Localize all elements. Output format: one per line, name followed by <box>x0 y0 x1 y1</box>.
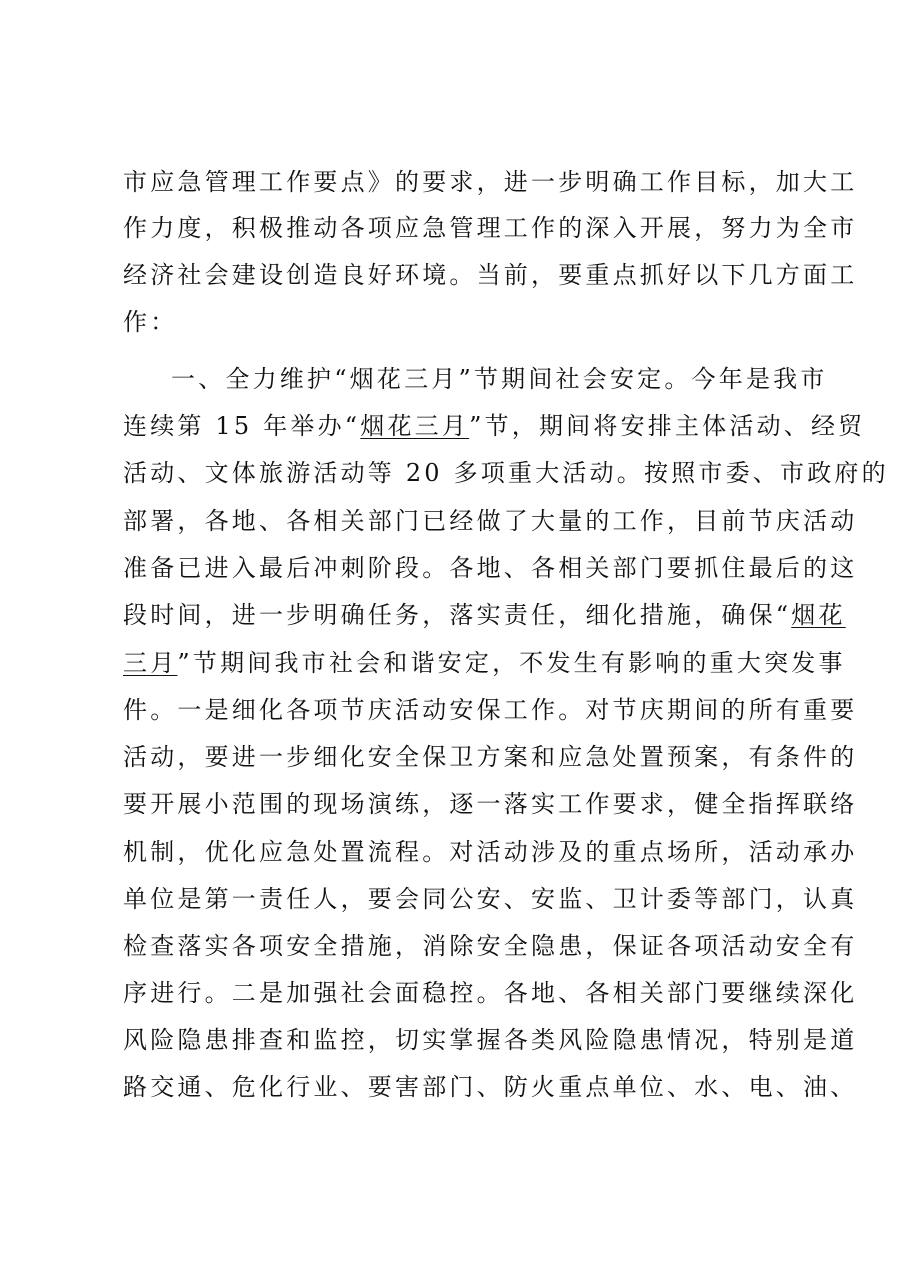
text-line-18: 序进行。二是加强社会面稳控。各地、各相关部门要继续深化 <box>123 979 858 1007</box>
text-line-3: 经济社会建设创造良好环境。当前，要重点抓好以下几方面工 <box>123 261 858 289</box>
text-line-15: 机制，优化应急处置流程。对活动涉及的重点场所，活动承办 <box>123 838 858 866</box>
text-line-16: 单位是第一责任人，要会同公安、安监、卫计委等部门，认真 <box>123 885 858 913</box>
text-line-17: 检查落实各项安全措施，消除安全隐患，保证各项活动安全有 <box>123 932 858 960</box>
text-line-1: 市应急管理工作要点》的要求，进一步明确工作目标，加大工 <box>123 168 858 196</box>
text-line-6: 连续第 15 年举办“烟花三月”节，期间将安排主体活动、经贸 <box>123 412 866 440</box>
text-line-19: 风险隐患排查和监控，切实掌握各类风险隐患情况，特别是道 <box>123 1026 858 1054</box>
text-line-20: 路交通、危化行业、要害部门、防火重点单位、水、电、油、 <box>123 1073 858 1101</box>
text-line-2: 作力度，积极推动各项应急管理工作的深入开展，努力为全市 <box>123 214 858 242</box>
underlined-term: 烟花三月 <box>360 412 470 440</box>
text-line-11: 三月”节期间我市社会和谐安定，不发生有影响的重大突发事 <box>123 649 846 677</box>
text-line-12: 件。一是细化各项节庆活动安保工作。对节庆期间的所有重要 <box>123 696 858 724</box>
text-line-9: 准备已进入最后冲刺阶段。各地、各相关部门要抓住最后的这 <box>123 554 858 582</box>
text-line-8: 部署，各地、各相关部门已经做了大量的工作，目前节庆活动 <box>123 507 858 535</box>
text-line-14: 要开展小范围的现场演练，逐一落实工作要求，健全指挥联络 <box>123 790 858 818</box>
text-line-7: 活动、文体旅游活动等 20 多项重大活动。按照市委、市政府的 <box>123 459 889 487</box>
text-line-10: 段时间，进一步明确任务，落实责任，细化措施，确保“烟花 <box>123 601 846 629</box>
section-heading-line: 一、全力维护“烟花三月”节期间社会安定。今年是我市 <box>171 365 828 393</box>
text-line-4: 作： <box>123 308 178 336</box>
underlined-term: 三月 <box>123 649 178 677</box>
text-line-13: 活动，要进一步细化安全保卫方案和应急处置预案，有条件的 <box>123 743 858 771</box>
underlined-term: 烟花 <box>791 601 846 629</box>
